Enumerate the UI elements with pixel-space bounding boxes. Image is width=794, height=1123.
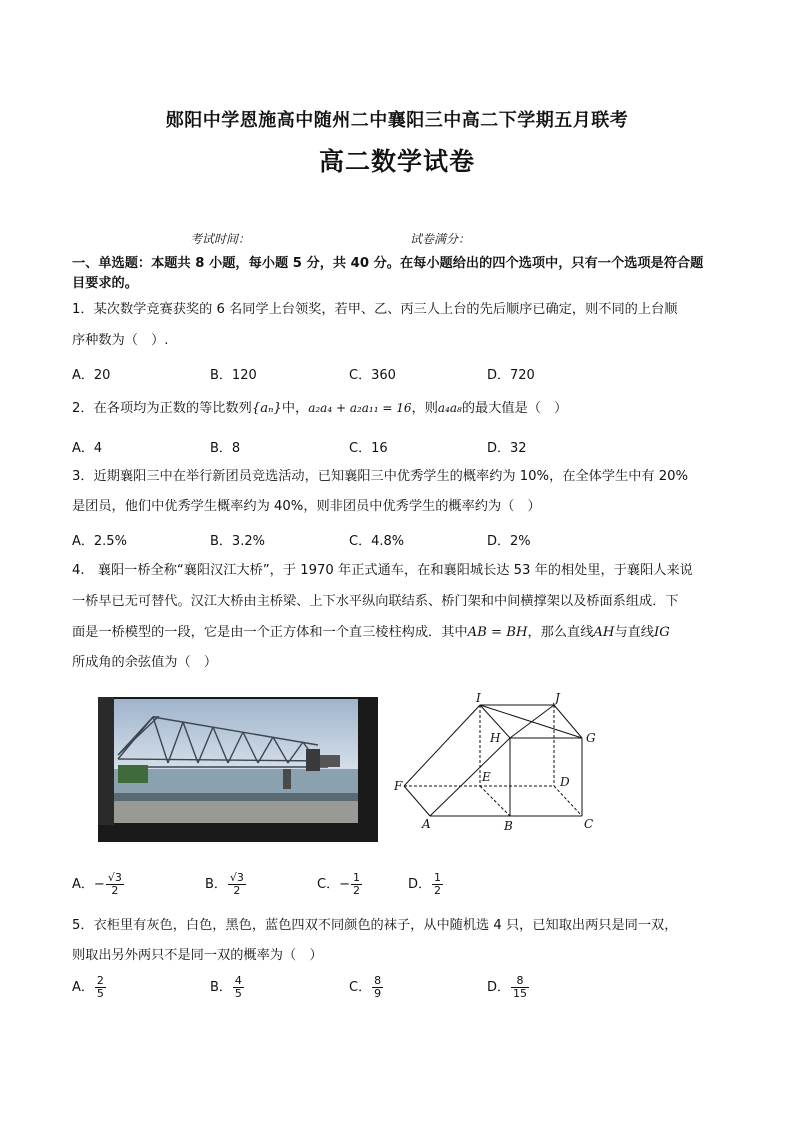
q5-option-a-fraction xyxy=(95,975,106,1000)
q5-option-c xyxy=(349,975,384,1000)
q2-text-d: 的最大值是（ ） xyxy=(461,401,568,416)
q3-option-c: C．4.8% xyxy=(349,534,405,549)
q3-option-b: B．3.2% xyxy=(210,534,265,549)
label-e: E xyxy=(482,770,491,784)
q2-option-d: D．32 xyxy=(487,441,527,456)
label-f: F xyxy=(394,779,403,793)
q4-option-a-sign: − xyxy=(93,877,105,892)
q4-option-c-den: 2 xyxy=(352,884,360,897)
label-h: H xyxy=(490,731,501,745)
q2-text-b: 中， xyxy=(281,401,309,416)
q2-target: a₄a₈ xyxy=(437,401,462,415)
q5-option-d-num: 8 xyxy=(511,975,529,988)
label-c: C xyxy=(584,817,594,831)
q4-option-b-label: B． xyxy=(205,877,227,892)
label-i: I xyxy=(476,691,481,705)
q5-option-c-num: 8 xyxy=(374,974,382,987)
q2-option-a: A．4 xyxy=(72,441,103,456)
q3-line2: 是团员，他们中优秀学生概率约为 40%，则非团员中优秀学生的概率约为（ ） xyxy=(72,499,541,514)
q4-option-c-label: C． xyxy=(317,877,340,892)
q5-option-b-num: 4 xyxy=(234,974,242,987)
q4-option-a-num: √3 xyxy=(107,871,122,884)
q2-text-a: 2．在各项均为正数的等比数列 xyxy=(72,401,252,416)
q5-line2: 则取出另外两只不是同一双的概率为（ ） xyxy=(72,948,323,963)
q5-option-d xyxy=(487,975,530,1000)
q4-option-c-num: 1 xyxy=(352,871,360,884)
q4-option-b xyxy=(205,872,247,897)
q5-option-c-fraction xyxy=(372,975,383,1000)
label-a: A xyxy=(422,817,431,831)
q4-line-ig: IG xyxy=(654,625,670,640)
q4-option-b-num: √3 xyxy=(229,871,244,884)
q1-line1: 1．某次数学竞赛获奖的 6 名同学上台领奖，若甲、乙、丙三人上台的先后顺序已确定，则不同的上台顺 xyxy=(72,302,678,317)
q4-line3-b: ，那么直线 xyxy=(527,625,594,640)
prism-cube-diagram xyxy=(392,690,612,835)
q5-option-b-fraction xyxy=(233,975,244,1000)
q5-option-c-den: 9 xyxy=(374,987,382,1000)
q3-option-d: D．2% xyxy=(487,534,531,549)
q4-line3-a: 面是一桥模型的一段，它是由一个正方体和一个直三棱柱构成．其中 xyxy=(72,625,468,640)
q5-option-b-label: B． xyxy=(210,980,232,995)
full-score-label: 试卷满分： xyxy=(410,232,471,246)
q5-option-a xyxy=(72,975,107,1000)
q4-option-c xyxy=(317,872,363,897)
q4-option-d-num: 1 xyxy=(434,871,442,884)
exam-time-label: 考试时间： xyxy=(190,232,251,246)
q3-line1: 3．近期襄阳三中在举行新团员竞选活动，已知襄阳三中优秀学生的概率约为 10%，在全体学生中有 20% xyxy=(72,469,689,484)
q4-option-a-den: 2 xyxy=(111,884,119,897)
q4-line3-c: 与直线 xyxy=(614,625,654,640)
q4-option-a xyxy=(72,872,125,897)
q2-option-c: C．16 xyxy=(349,441,388,456)
q4-line3 xyxy=(72,623,732,643)
q4-option-b-fraction xyxy=(228,872,246,897)
q4-option-d xyxy=(408,872,444,897)
q5-option-c-label: C． xyxy=(349,980,372,995)
q2-option-b: B．8 xyxy=(210,441,241,456)
label-g: G xyxy=(586,731,596,745)
q5-option-b-den: 5 xyxy=(234,987,242,1000)
exam-subtitle: 高二数学试卷 xyxy=(318,147,475,176)
exam-header-title: 郧阳中学恩施高中随州二中襄阳三中高二下学期五月联考 xyxy=(165,110,629,131)
q2-line xyxy=(72,398,732,419)
q4-line-ah: AH xyxy=(593,625,615,640)
q5-option-a-den: 5 xyxy=(96,987,104,1000)
q1-option-c: C．360 xyxy=(349,368,396,383)
q2-sequence: {aₙ} xyxy=(251,401,282,416)
q1-line2: 序种数为（ ）. xyxy=(72,333,169,348)
q4-option-c-fraction xyxy=(351,872,362,897)
q4-line1: 4. 襄阳一桥全称“襄阳汉江大桥”，于 1970 年正式通车，在和襄阳城长达 53 年的相处里，于襄阳人来说 xyxy=(72,563,693,578)
q4-option-c-sign: − xyxy=(339,877,350,892)
q5-option-d-fraction xyxy=(511,975,529,1000)
q4-option-d-label: D． xyxy=(408,877,432,892)
q5-option-b xyxy=(210,975,245,1000)
q4-option-b-den: 2 xyxy=(233,884,241,897)
q4-formula: AB = BH xyxy=(467,625,528,640)
section-heading-line1: 一、单选题：本题共 8 小题，每小题 5 分，共 40 分。在每小题给出的四个选项中，只有一个选项是符合题 xyxy=(72,256,704,271)
label-d: D xyxy=(560,775,570,789)
q4-option-d-den: 2 xyxy=(434,884,442,897)
q2-text-c: ，则 xyxy=(411,401,438,416)
q5-option-a-label: A． xyxy=(72,980,94,995)
geometry-figure xyxy=(392,690,612,835)
q2-formula: a₂a₄ + a₂a₁₁ = 16 xyxy=(308,401,412,415)
q4-option-a-fraction xyxy=(106,872,124,897)
q4-line4: 所成角的余弦值为（ ） xyxy=(72,655,218,670)
q1-option-d: D．720 xyxy=(487,368,535,383)
q1-option-b: B．120 xyxy=(210,368,257,383)
q5-line1: 5．衣柜里有灰色，白色，黑色，蓝色四双不同颜色的袜子，从中随机选 4 只，已知取出两只是同一双， xyxy=(72,918,678,933)
q5-option-d-label: D． xyxy=(487,980,511,995)
bridge-photo-image xyxy=(98,697,378,842)
label-j: J xyxy=(555,691,560,705)
q4-option-d-fraction xyxy=(432,872,443,897)
q1-option-a: A．20 xyxy=(72,368,111,383)
bridge-photo xyxy=(98,697,378,842)
q3-option-a: A．2.5% xyxy=(72,534,127,549)
q5-option-a-num: 2 xyxy=(96,974,104,987)
label-b: B xyxy=(504,819,513,833)
q4-option-a-label: A． xyxy=(72,877,94,892)
section-heading-line2: 目要求的。 xyxy=(72,276,138,291)
q4-line2: 一桥早已无可替代。汉江大桥由主桥梁、上下水平纵向联结系、桥门架和中间横撑架以及桥面系组成．下 xyxy=(72,594,679,609)
q5-option-d-den: 15 xyxy=(513,987,528,1000)
